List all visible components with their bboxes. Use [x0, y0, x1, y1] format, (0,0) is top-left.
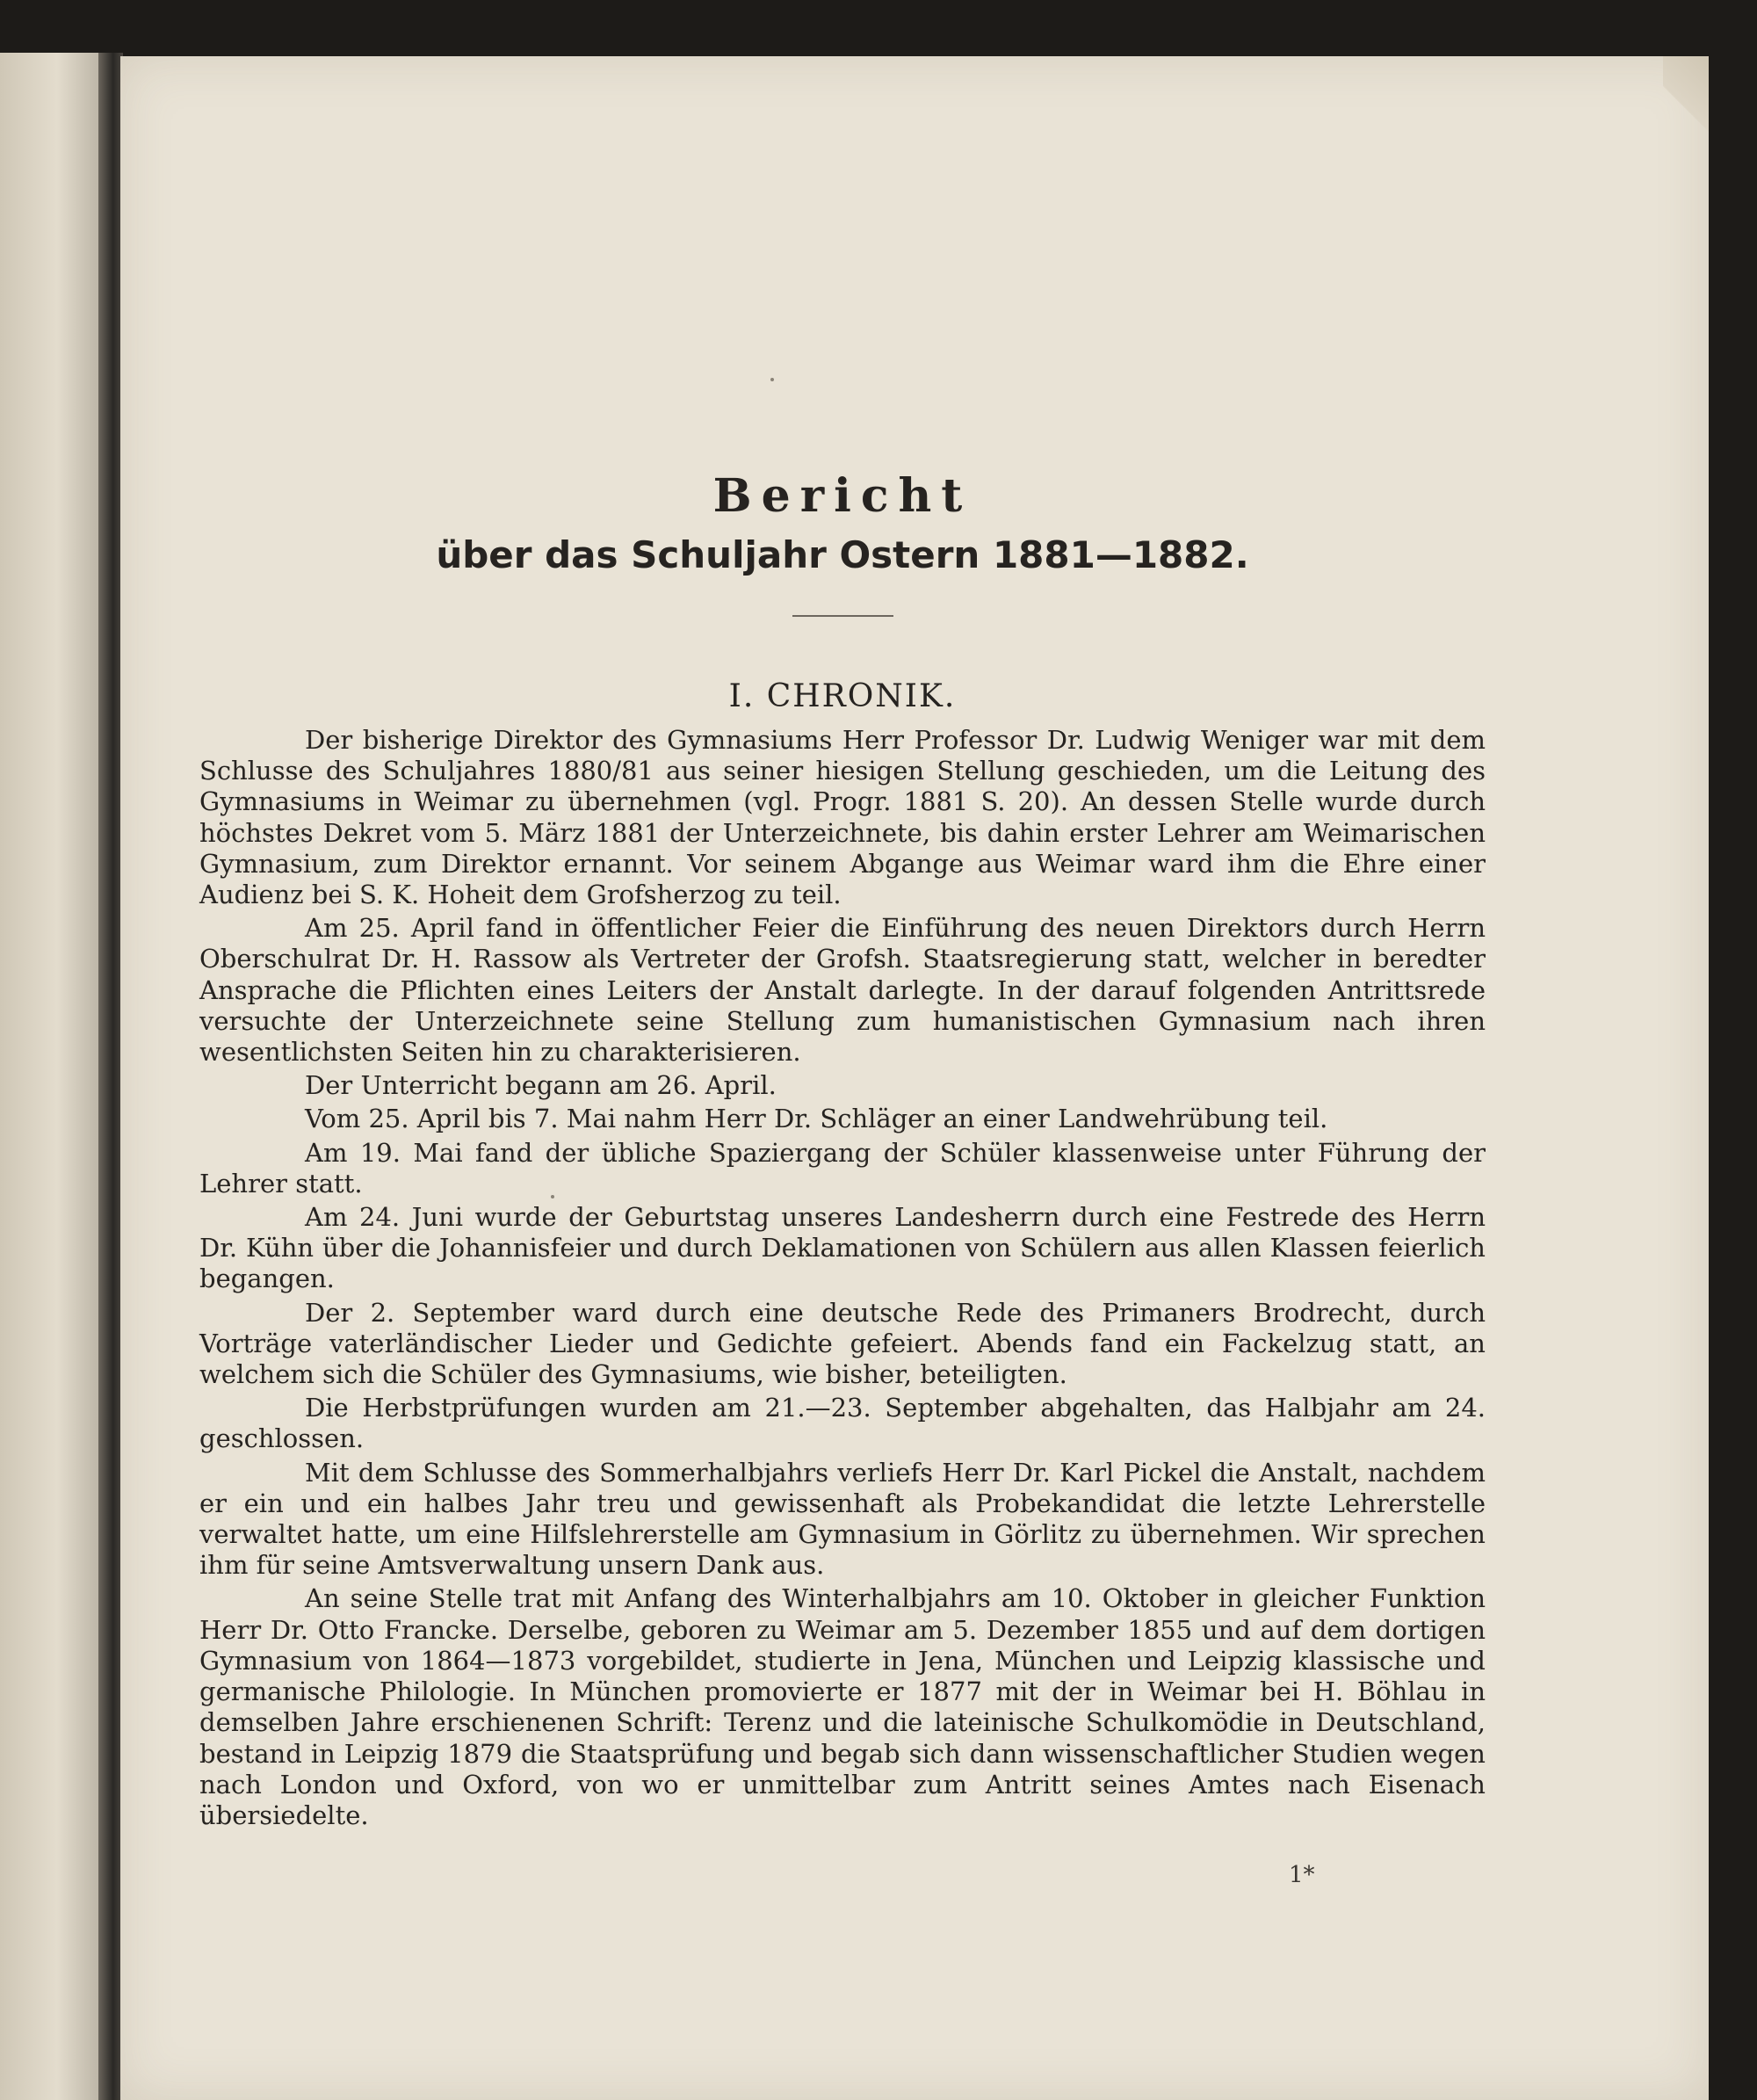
document-page [120, 56, 1709, 2100]
paragraph-3: Der Unterricht begann am 26. April. [305, 1070, 777, 1101]
paragraph-9: Mit dem Schlusse des Sommerhalbjahrs verliefs Herr Dr. Karl Pickel die Anstalt, nachdem er ein und ein halbes Jahr treu und gewissenhaft als Probekandidat die letzte Lehrerstelle verwaltet hatte, um eine Hilfslehrerstelle am Gymnasium in Görlitz zu übernehmen. Wir sprechen ihm für seine Amtsverwaltung unsern Dank aus. [199, 1457, 1486, 1581]
paragraph-10: An seine Stelle trat mit Anfang des Winterhalbjahrs am 10. Oktober in gleicher Funktion Herr Dr. Otto Francke. Derselbe, geboren zu Weimar am 5. Dezember 1855 und auf dem dortigen Gymnasium von 1864—1873 vorgebildet, studierte in Jena, München und Leipzig klassische und germanische Philologie. In München promovierte er 1877 mit der in Weimar bei H. Böhlau in demselben Jahre erschienenen Schrift: Terenz und die lateinische Schulkomödie in Deutschland, bestand in Leipzig 1879 die Staatsprüfung und begab sich dann wissenschaftlicher Studien wegen nach London und Oxford, von wo er unmittelbar zum Antritt seines Amtes nach Eisenach übersiedelte. [199, 1583, 1486, 1830]
book-gutter [98, 53, 123, 2100]
section-heading: I. CHRONIK. [728, 678, 957, 714]
page-content [199, 469, 1486, 1834]
paragraph-2: Am 25. April fand in öffentlicher Feier die Einführung des neuen Direktors durch Herrn Oberschulrat Dr. H. Rassow als Vertreter der Grofsh. Staatsregierung statt, welcher in beredter Ansprache die Pflichten eines Leiters der Anstalt darlegte. In der darauf folgenden Antrittsrede versuchte der Unterzeichnete seine Stellung zum humanistischen Gymnasium nach ihren wesentlichsten Seiten hin zu charakterisieren. [199, 913, 1486, 1068]
paper-speck [770, 378, 774, 381]
paragraph-4: Vom 25. April bis 7. Mai nahm Herr Dr. Schläger an einer Landwehrübung teil. [305, 1104, 1328, 1134]
document-title: Bericht [712, 469, 972, 523]
paragraph-1: Der bisherige Direktor des Gymnasiums Herr Professor Dr. Ludwig Weniger war mit dem Schlusse des Schuljahres 1880/81 aus seiner hiesigen Stellung geschieden, um die Leitung des Gymnasiums in Weimar zu übernehmen (vgl. Progr. 1881 S. 20). An dessen Stelle wurde durch höchstes Dekret vom 5. März 1881 der Unterzeichnete, bis dahin erster Lehrer am Weimarischen Gymnasium, zum Direktor ernannt. Vor seinem Abgange aus Weimar ward ihm die Ehre einer Audienz bei S. K. Hoheit dem Grofsherzog zu teil. [199, 725, 1486, 910]
signature-mark: 1* [1289, 1862, 1315, 1888]
paragraph-8: Die Herbstprüfungen wurden am 21.—23. September abgehalten, das Halbjahr am 24. geschlossen. [199, 1393, 1486, 1454]
paragraph-6: Am 24. Juni wurde der Geburtstag unseres Landesherrn durch eine Festrede des Herrn Dr. Kühn über die Johannisfeier und durch Deklamationen von Schülern aus allen Klassen feierlich begangen. [199, 1202, 1486, 1294]
left-page-edge [0, 53, 104, 2100]
document-subtitle: über das Schuljahr Ostern 1881—1882. [436, 533, 1249, 576]
folded-page-corner [1663, 56, 1709, 135]
paragraph-5: Am 19. Mai fand der übliche Spaziergang der Schüler klassenweise unter Führung der Lehrer statt. [199, 1137, 1486, 1198]
title-divider [792, 615, 893, 617]
paragraph-7: Der 2. September ward durch eine deutsche Rede des Primaners Brodrecht, durch Vorträge vaterländischer Lieder und Gedichte gefeiert. Abends fand ein Fackelzug statt, an welchem sich die Schüler des Gymnasiums, wie bisher, beteiligten. [199, 1297, 1486, 1390]
